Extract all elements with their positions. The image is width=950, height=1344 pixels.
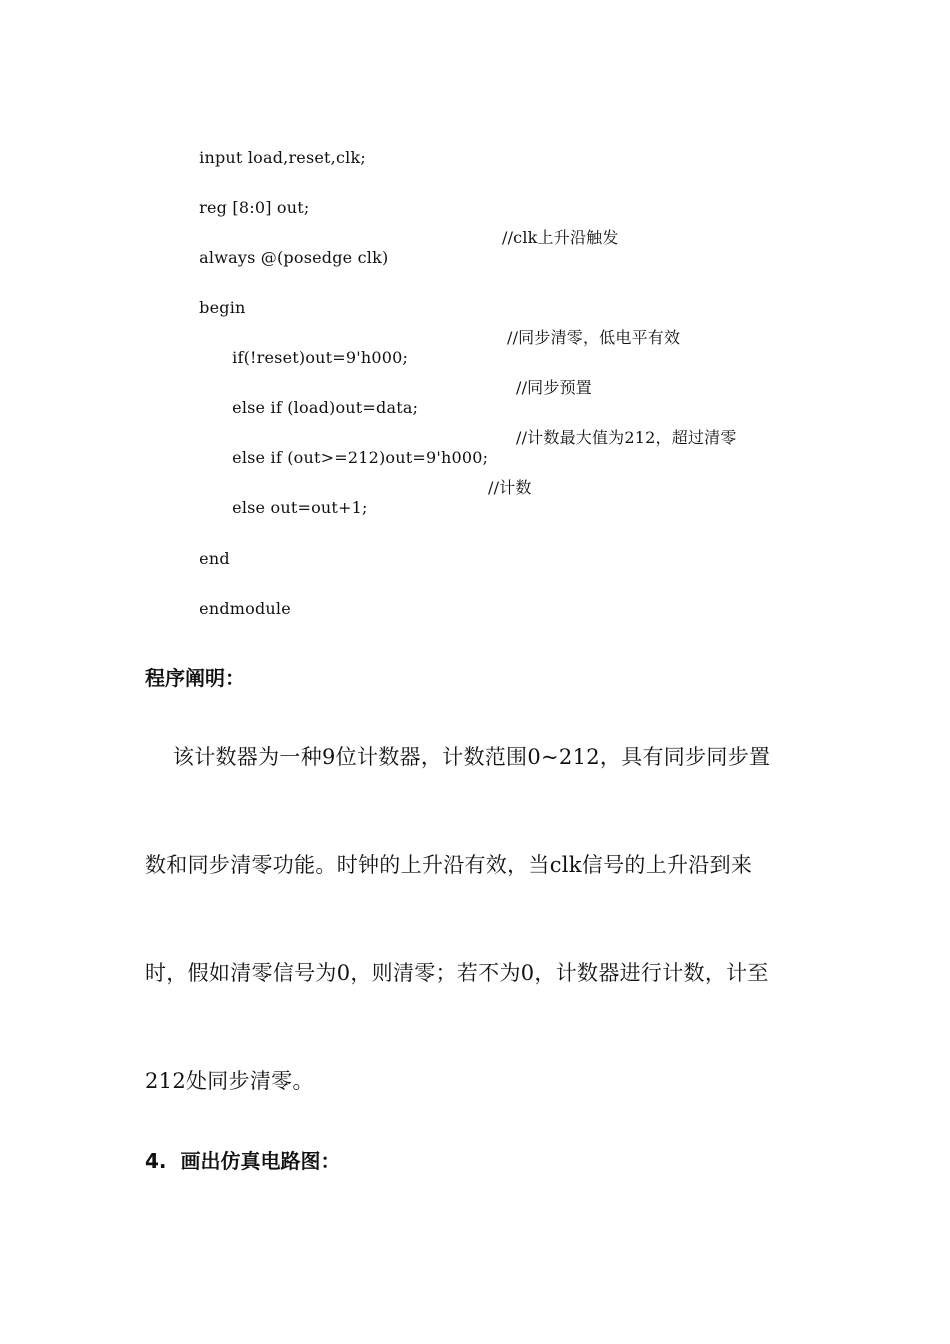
- code-text: if(!reset)out=9'h000;: [232, 348, 409, 367]
- code-line-endmodule: [178, 579, 291, 639]
- code-text: reg [8:0] out;: [199, 198, 310, 217]
- explanation-line-4: 212处同步清零。: [145, 1069, 314, 1093]
- code-text: else if (out>=212)out=9'h000;: [232, 448, 489, 467]
- code-text: endmodule: [199, 599, 291, 618]
- code-text: always @(posedge clk): [199, 248, 389, 267]
- code-line-always: [178, 228, 778, 308]
- code-comment: //clk上升沿触发: [502, 228, 619, 247]
- code-text: else if (load)out=data;: [232, 398, 419, 417]
- code-comment: //同步清零，低电平有效: [507, 328, 681, 347]
- section-4-heading: 4. 画出仿真电路图：: [145, 1149, 341, 1173]
- code-text: input load,reset,clk;: [199, 148, 366, 167]
- code-line-else-count: [211, 478, 811, 558]
- explanation-line-3: 时，假如清零信号为0，则清零；若不为0，计数器进行计数，计至: [145, 961, 769, 985]
- explanation-heading: 程序阐明：: [145, 666, 245, 690]
- code-text: end: [199, 549, 230, 568]
- code-comment: //计数最大值为212，超过清零: [516, 428, 737, 447]
- code-comment: //同步预置: [516, 378, 592, 397]
- code-text: begin: [199, 298, 246, 317]
- code-text: else out=out+1;: [232, 498, 368, 517]
- explanation-line-2: 数和同步清零功能。时钟的上升沿有效，当clk信号的上升沿到来: [145, 853, 753, 877]
- explanation-line-1: 该计数器为一种9位计数器，计数范围0~212，具有同步同步置: [145, 745, 771, 769]
- code-comment: //计数: [488, 478, 532, 497]
